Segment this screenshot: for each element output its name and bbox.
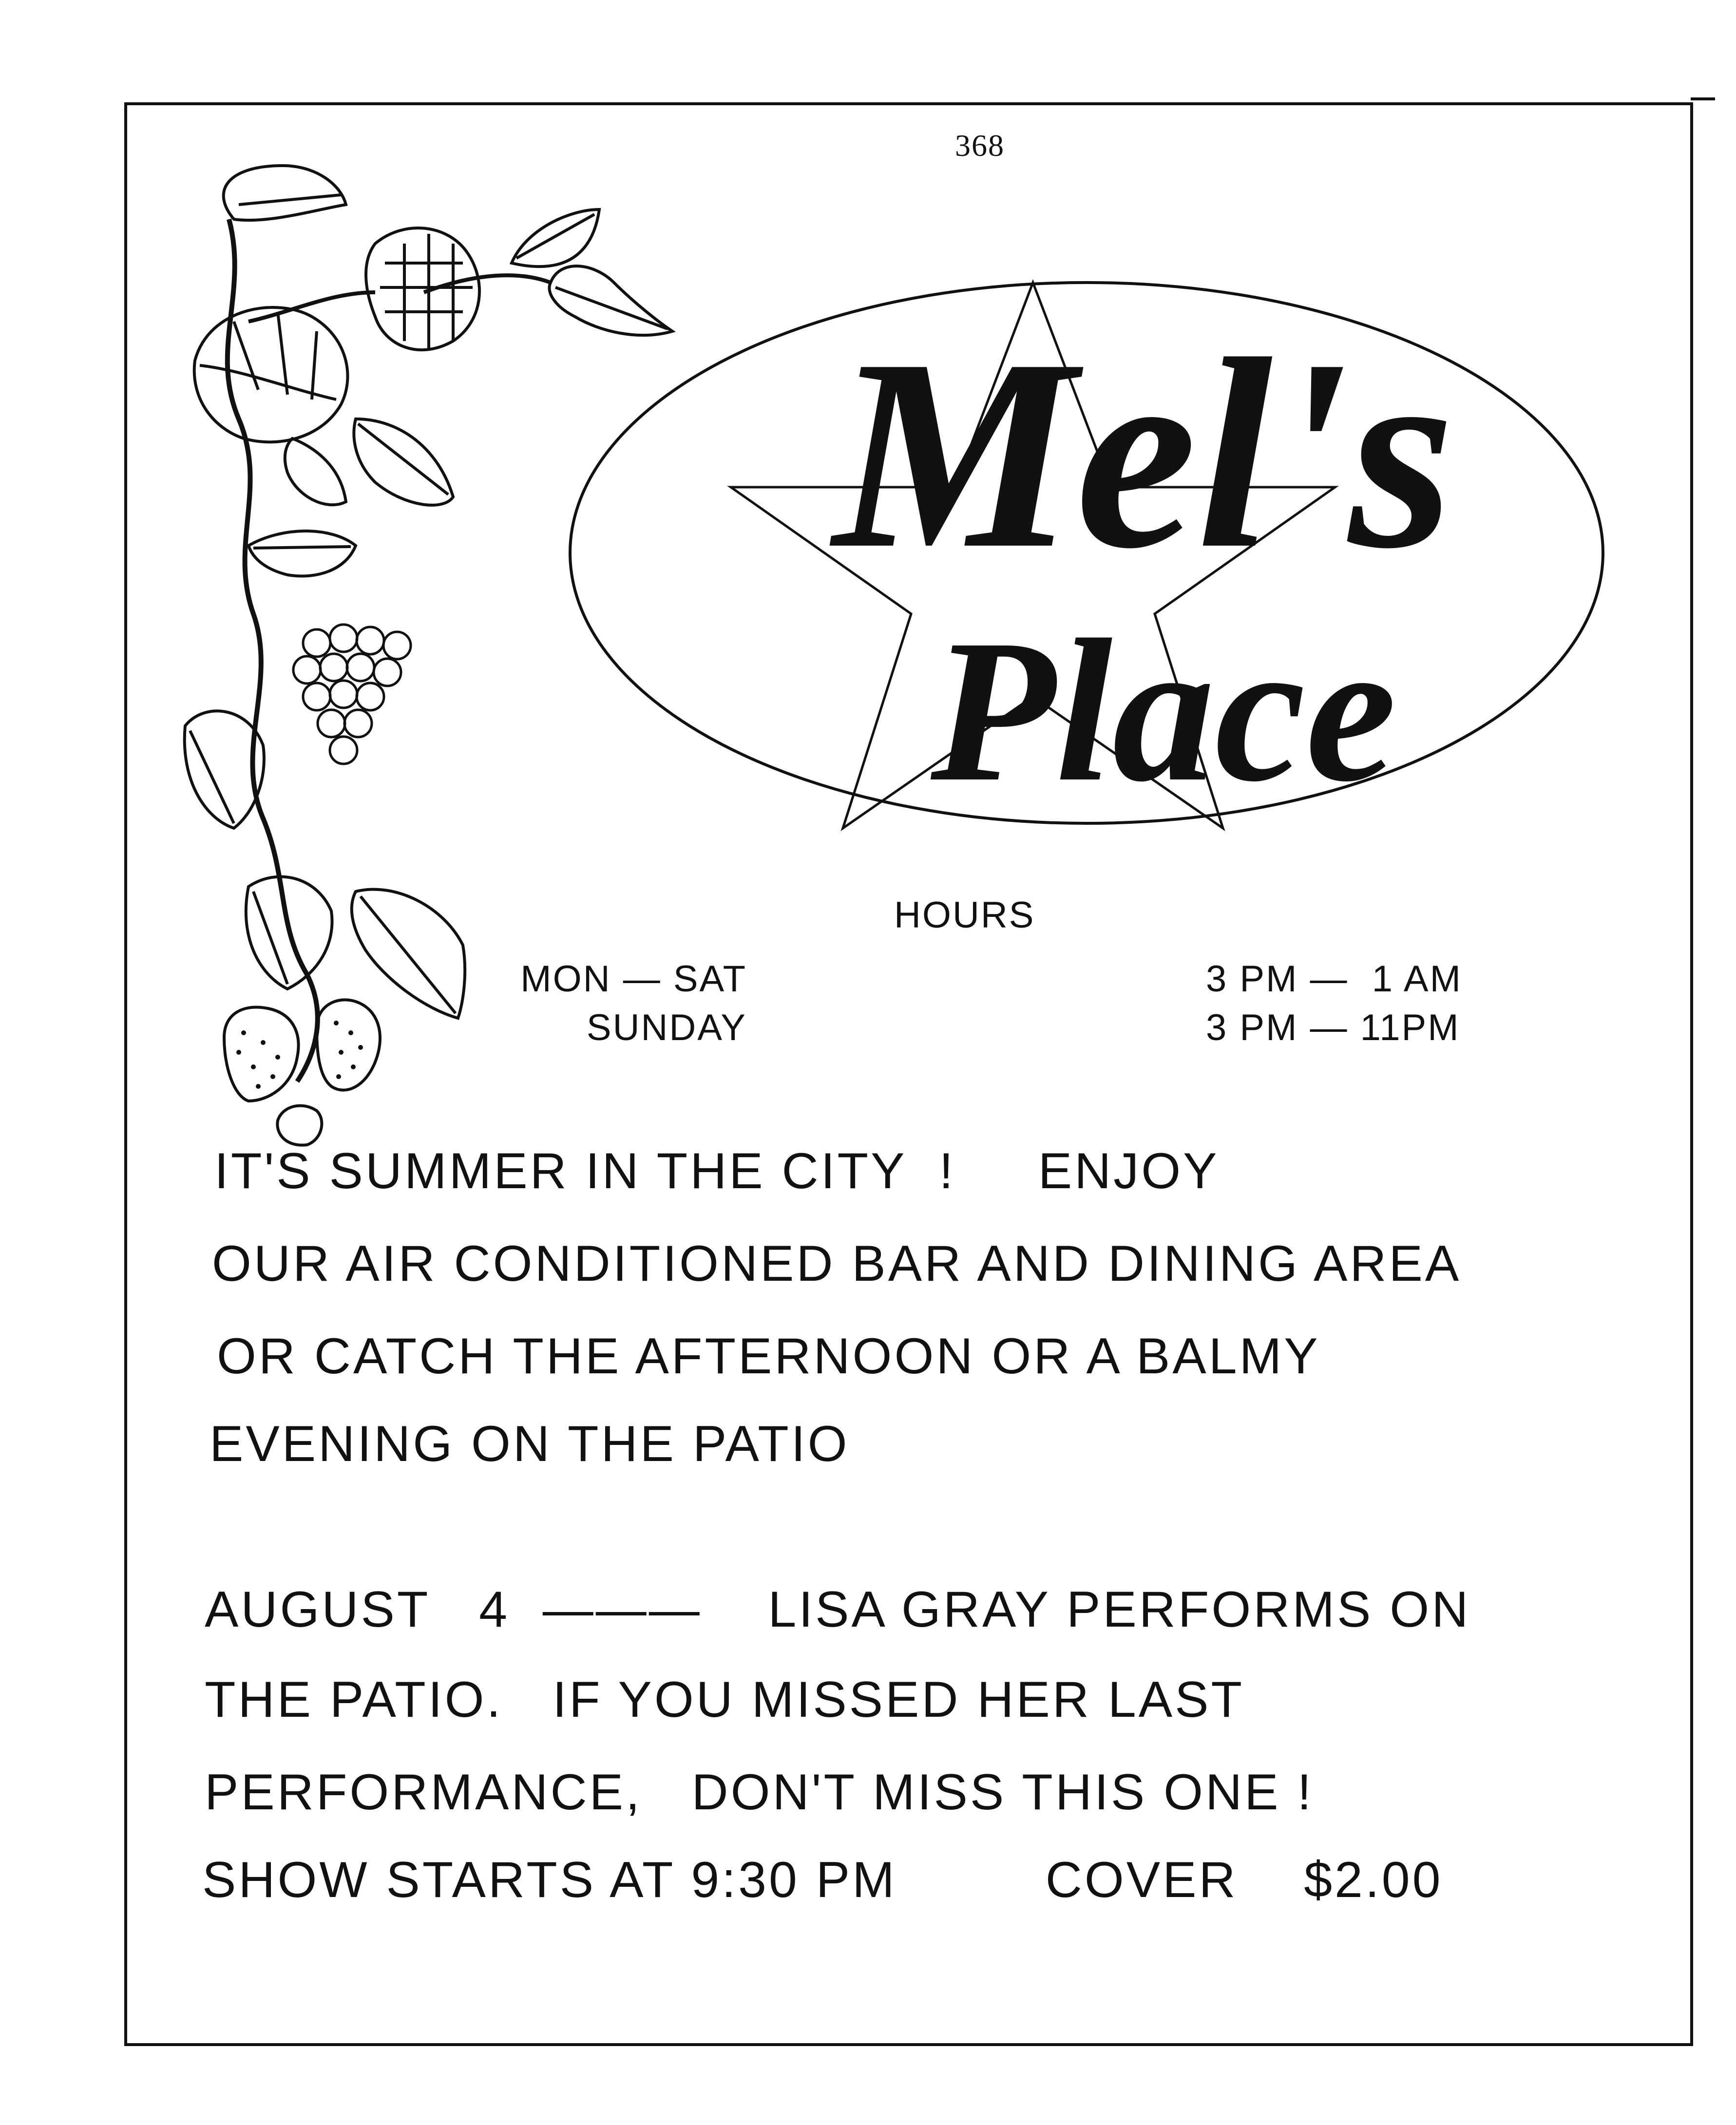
hours-times-row: 3 PM — 1 AM — [1206, 958, 1462, 1000]
logo-line1: Mel's — [833, 303, 1455, 605]
event-line: AUGUST 4 ——— LISA GRAY PERFORMS ON — [205, 1581, 1471, 1638]
event-line: SHOW STARTS AT 9:30 PM COVER $2.00 — [202, 1852, 1443, 1908]
promo-line: EVENING ON THE PATIO — [210, 1416, 850, 1472]
promo-line: OR CATCH THE AFTERNOON OR A BALMY — [217, 1328, 1320, 1385]
hours-times-row: 3 PM — 11PM — [1206, 1007, 1460, 1048]
event-line: THE PATIO. IF YOU MISSED HER LAST — [205, 1671, 1244, 1728]
page-number: 368 — [955, 128, 1005, 163]
hours-days — [520, 955, 747, 1052]
promo-line: IT'S SUMMER IN THE CITY ! ENJOY — [214, 1143, 1220, 1199]
mels-place-logo — [560, 273, 1613, 848]
promo-line: OUR AIR CONDITIONED BAR AND DINING AREA — [212, 1235, 1462, 1292]
border-extension — [1691, 97, 1715, 100]
logo-line2: Place — [931, 597, 1397, 824]
hours-times — [1206, 955, 1462, 1052]
hours-heading: HOURS — [894, 894, 1035, 936]
hours-days-row: MON — SAT — [520, 958, 747, 1000]
hours-days-row: SUNDAY — [586, 1007, 747, 1048]
event-line: PERFORMANCE, DON'T MISS THIS ONE ! — [205, 1764, 1314, 1821]
